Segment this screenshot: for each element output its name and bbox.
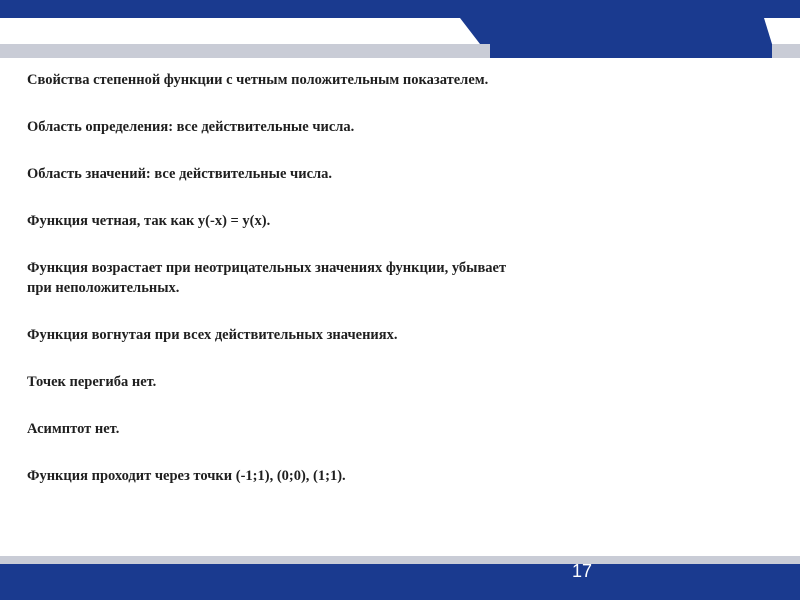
footer-band — [0, 556, 800, 600]
monotonicity-text-line2: при неположительных. — [27, 280, 180, 296]
slide-content — [27, 70, 747, 513]
inflection-text: Точек перегиба нет. — [27, 374, 157, 390]
header-corner-gray — [772, 44, 800, 58]
domain-text: Область определения: все действительные числа. — [27, 119, 355, 135]
monotonicity-block — [27, 258, 747, 298]
points-text: Функция проходит через точки (-1;1), (0;0), (1;1). — [27, 468, 346, 484]
header-band — [0, 0, 800, 58]
footer-gray-stripe — [0, 556, 800, 564]
monotonicity-text-line1: Функция возрастает при неотрицательных значениях функции, убывает — [27, 260, 507, 276]
properties-title: Свойства степенной функции с четным положительным показателем. — [27, 72, 489, 88]
concavity-text: Функция вогнутая при всех действительных значениях. — [27, 327, 398, 343]
range-text: Область значений: все действительные числа. — [27, 166, 333, 182]
asymptotes-text: Асимптот нет. — [27, 421, 120, 437]
header-gray-stripe — [0, 44, 490, 58]
header-white-stripe — [0, 18, 480, 44]
page-number: 17 — [572, 561, 593, 581]
even-function-text: Функция четная, так как у(-х) = у(х). — [27, 213, 271, 229]
header-corner-white — [764, 18, 800, 44]
